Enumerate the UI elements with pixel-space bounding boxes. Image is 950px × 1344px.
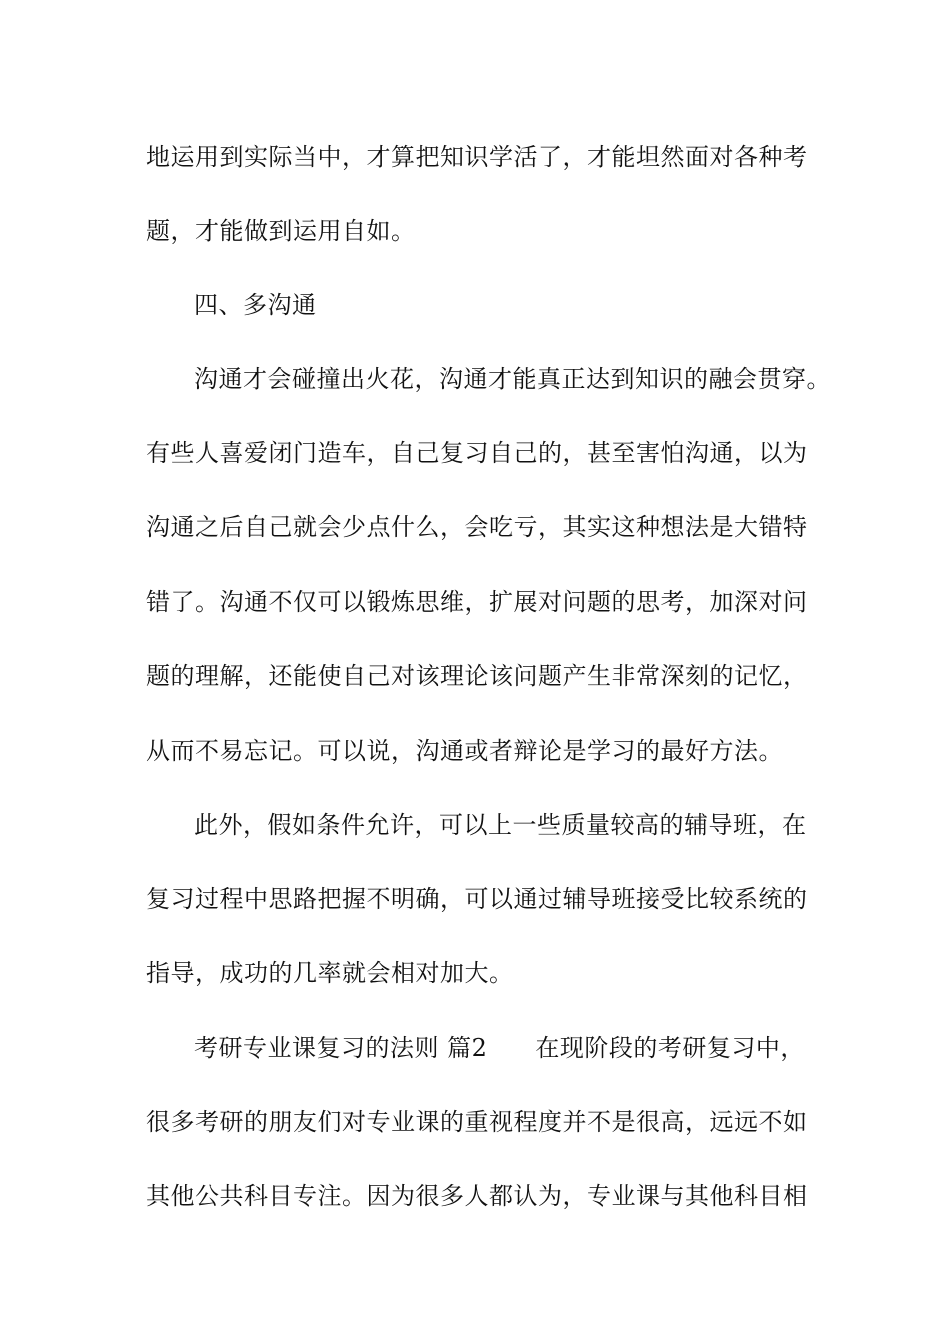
paragraph-line: 沟通才会碰撞出火花，沟通才能真正达到知识的融会贯穿。: [194, 365, 831, 393]
paragraph-line: 此外，假如条件允许，可以上一些质量较高的辅导班，在: [194, 811, 807, 839]
paragraph-line: 有些人喜爱闭门造车，自己复习自己的，甚至害怕沟通，以为: [146, 439, 808, 467]
paragraph-line: 地运用到实际当中，才算把知识学活了，才能坦然面对各种考: [146, 143, 808, 171]
paragraph-start: 在现阶段的考研复习中，: [535, 1034, 805, 1062]
article-title-line: [194, 1033, 874, 1063]
section-heading: 四、多沟通: [194, 291, 317, 319]
paragraph-line: 其他公共科目专注。因为很多人都认为，专业课与其他科目相: [146, 1182, 808, 1210]
paragraph-line: 题的理解，还能使自己对该理论该问题产生非常深刻的记忆，: [146, 662, 808, 690]
paragraph-line: 题，才能做到运用自如。: [146, 217, 416, 245]
article-title: 考研专业课复习的法则 篇2: [194, 1034, 488, 1062]
paragraph-line: 复习过程中思路把握不明确，可以通过辅导班接受比较系统的: [146, 885, 808, 913]
paragraph-line: 沟通之后自己就会少点什么，会吃亏，其实这种想法是大错特: [146, 513, 808, 541]
paragraph-line: 很多考研的朋友们对专业课的重视程度并不是很高，远远不如: [146, 1108, 808, 1136]
paragraph-line: 指导，成功的几率就会相对加大。: [146, 959, 514, 987]
paragraph-line: 错了。沟通不仅可以锻炼思维，扩展对问题的思考，加深对问: [146, 588, 808, 616]
paragraph-line: 从而不易忘记。可以说，沟通或者辩论是学习的最好方法。: [146, 737, 783, 765]
